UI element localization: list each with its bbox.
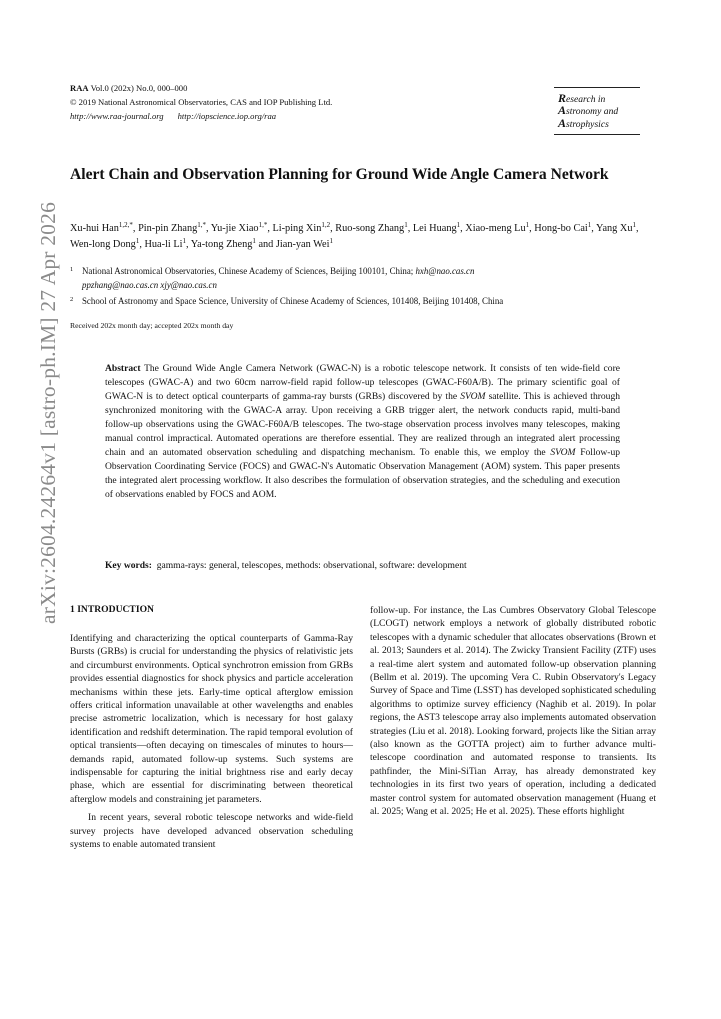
author-affiliation-mark: 1 (525, 221, 530, 229)
copyright-line: © 2019 National Astronomical Observatories, CAS and IOP Publishing Ltd. (70, 96, 333, 107)
author-name: Yang Xu (596, 223, 633, 234)
author-affiliation-mark: 1,* (258, 221, 268, 229)
author-affiliation-mark: 1 (632, 221, 636, 229)
author-name: Hua-li Li (144, 238, 183, 250)
author-name: Yu-jie Xiao (210, 223, 259, 234)
raa-logo (554, 87, 640, 135)
arxiv-stamp: arXiv:2604.24264v1 [astro-ph.IM] 27 Apr 2026 (36, 201, 60, 624)
email-link[interactable]: ppzhang@nao.cas.cn xjy@nao.cas.cn (82, 279, 217, 290)
keywords (105, 560, 620, 571)
journal-abbr: RAA (70, 83, 89, 93)
author-name: Ya-tong Zheng (190, 238, 253, 250)
paper-title: Alert Chain and Observation Planning for Ground Wide Angle Camera Network (70, 166, 609, 183)
affiliation-1 (70, 265, 660, 292)
logo-letter: R (558, 91, 567, 105)
body-paragraph: Identifying and characterizing the optical counterparts of Gamma-Ray Bursts (GRBs) is crucial for understanding the physics of relativistic jets and circumburst environments. Optical synchrotron emission from GRBs provides essential diagnostics for shock physics and particle acceleration mechanisms within these jets. Early-time optical afterglow emission offers critical information unavailable at other wavelengths and enables precise astrometric localization, which is necessary for host galaxy identification and redshift determination. The rapid temporal evolution of optical transients—often decaying on timescales of minutes to hours—demands rapid, automated follow-up systems. Such systems are indispensable for capturing the initial brightness rise and early decay phase, which are essential for discriminating between theoretical afterglow models and constraining jet parameters. (70, 633, 353, 805)
volume-line: Vol.0 (202x) No.0, 000–000 (90, 83, 188, 93)
author-affiliation-mark: 1,2 (321, 221, 331, 229)
author-name: Li-ping Xin (272, 223, 322, 234)
keywords-text: gamma-rays: general, telescopes, methods: observational, software: development (156, 560, 467, 571)
author-name: Ruo-song Zhang (335, 223, 405, 234)
section-heading: 1 INTRODUCTION (70, 604, 154, 615)
affiliation-number: 2 (70, 296, 74, 303)
journal-url-link[interactable]: http://www.raa-journal.org (70, 110, 164, 121)
author-affiliation-mark: 1 (404, 221, 408, 229)
journal-header (70, 82, 332, 123)
author-affiliation-mark: 1 (182, 236, 186, 245)
author-affiliation-mark: 1 (329, 236, 333, 245)
abstract-text: Follow-up Observation Coordinating Service (FOCS) and GWAC-N's Automatic Observation Management (AOM) system. This paper presents the integrated alert processing workflow. It also describes the formulation of observation strategies, and the scheduling and execution of observations enabled by FOCS and AOM. (105, 447, 620, 500)
abstract-text: satellite. This is achieved through synchronized monitoring with the GWAC-A array. Upon receiving a GRB trigger alert, the network conducts rapid, multi-band follow-up observations using the GWAC-F60A/B telescopes. The two-stage observation process involves many telescopes, making manual control impractical. Automated operations are therefore essential. They are realized through an integrated alert processing chain and an automated observation scheduling and dispatching mechanism. To enable this, we employ the (105, 391, 620, 458)
iop-url-link[interactable]: http://iopscience.iop.org/raa (177, 110, 277, 121)
author-affiliation-mark: 1 (135, 236, 140, 245)
author-list: Xu-hui Han$^{1,2,*}$, Pin-pin Zhang$^{1,*}$, Yu-jie Xiao$^{1,*}$, Li-ping Xin$^{1,2}$, Ruo-song Zhang$^1$, Lei Huang$^1$, Xiao-meng Lu$^1$, Hong-bo Cai$^1$, Yang Xu$^1$, Wen-long Dong$^1$, Hua-li Li$^1$, Ya-tong Zheng$^1$ and Jian-yan Wei$^1$ (70, 221, 639, 250)
logo-letter: A (558, 103, 567, 118)
author-name: Wen-long Dong (70, 238, 136, 250)
logo-letter: A (558, 115, 567, 130)
abstract-text: The Ground Wide Angle Camera Network (GWAC-N) is a robotic telescope network. It consists of ten wide-field core telescopes (GWAC-A) and two 60cm narrow-field rapid follow-up telescopes (GWAC-F60A/B). The primary scientific goal of GWAC-N is to detect optical counterparts of gamma-ray bursts (GRBs) discovered by the (105, 363, 620, 402)
logo-text: esearch in (566, 94, 606, 105)
body-column-right (370, 604, 656, 819)
svom-term: SVOM (550, 447, 576, 458)
author-name: Pin-pin Zhang (138, 223, 198, 234)
keywords-label: Key words: (105, 560, 152, 571)
author-name: Lei Huang (412, 223, 457, 234)
affiliation-number: 1 (70, 266, 74, 273)
affiliation-2 (70, 295, 660, 309)
author-name: Hong-bo Cai (534, 223, 588, 234)
author-affiliation-mark: 1 (252, 236, 256, 245)
author-affiliation-mark: 1 (456, 221, 461, 229)
received-line: Received 202x month day; accepted 202x month day (70, 321, 234, 330)
body-paragraph: follow-up. For instance, the Las Cumbres Observatory Global Telescope (LCOGT) network employs a network of globally distributed robotic telescopes with a dynamic scheduler that allocates observations (Brown et al. 2013; Saunders et al. 2014). The Zwicky Transient Facility (ZTF) uses a real-time alert system and automated follow-up observation planning (Bellm et al. 2019). The upcoming Vera C. Rubin Observatory's Legacy Survey of Space and Time (LSST) has developed sophisticated scheduling algorithms to optimize survey efficiency (Naghib et al. 2019). In polar regions, the AST3 telescope array also implements automated observation strategies (Liu et al. 2018). Looking forward, projects like the Sitian array (also known as the GOTTA project) aim to further advance multi-telescope coordination and automated response to transients. Its pathfinder, the Mini-SiTian Array, has already demonstrated key technologies in its first two years of operation, including a dedicated master control system for automated observation management (Huang et al. 2025; Wang et al. 2025; He et al. 2025). These efforts highlight (370, 605, 656, 818)
body-column-left (70, 632, 353, 852)
abstract-label: Abstract (105, 363, 141, 374)
author-name: Xu-hui Han (70, 223, 119, 234)
abstract (105, 362, 620, 502)
affiliation-text: School of Astronomy and Space Science, University of Chinese Academy of Sciences, 101408, Beijing 101408, China (82, 296, 504, 306)
logo-text: strophysics (566, 118, 609, 130)
svom-term: SVOM (460, 391, 486, 402)
author-affiliation-mark: 1,2,* (118, 221, 133, 229)
logo-text: stronomy and (566, 106, 619, 118)
author-name: Xiao-meng Lu (465, 223, 526, 234)
author-affiliation-mark: 1,* (197, 221, 207, 229)
body-paragraph: In recent years, several robotic telescope networks and wide-field survey projects have developed advanced observation scheduling systems to enable automated transient (70, 812, 353, 851)
email-link[interactable]: hxh@nao.cas.cn (415, 266, 475, 276)
author-affiliation-mark: 1 (587, 221, 592, 229)
author-name: Jian-yan Wei (275, 238, 330, 250)
affiliation-text: National Astronomical Observatories, Chinese Academy of Sciences, Beijing 100101, China; (82, 266, 414, 276)
